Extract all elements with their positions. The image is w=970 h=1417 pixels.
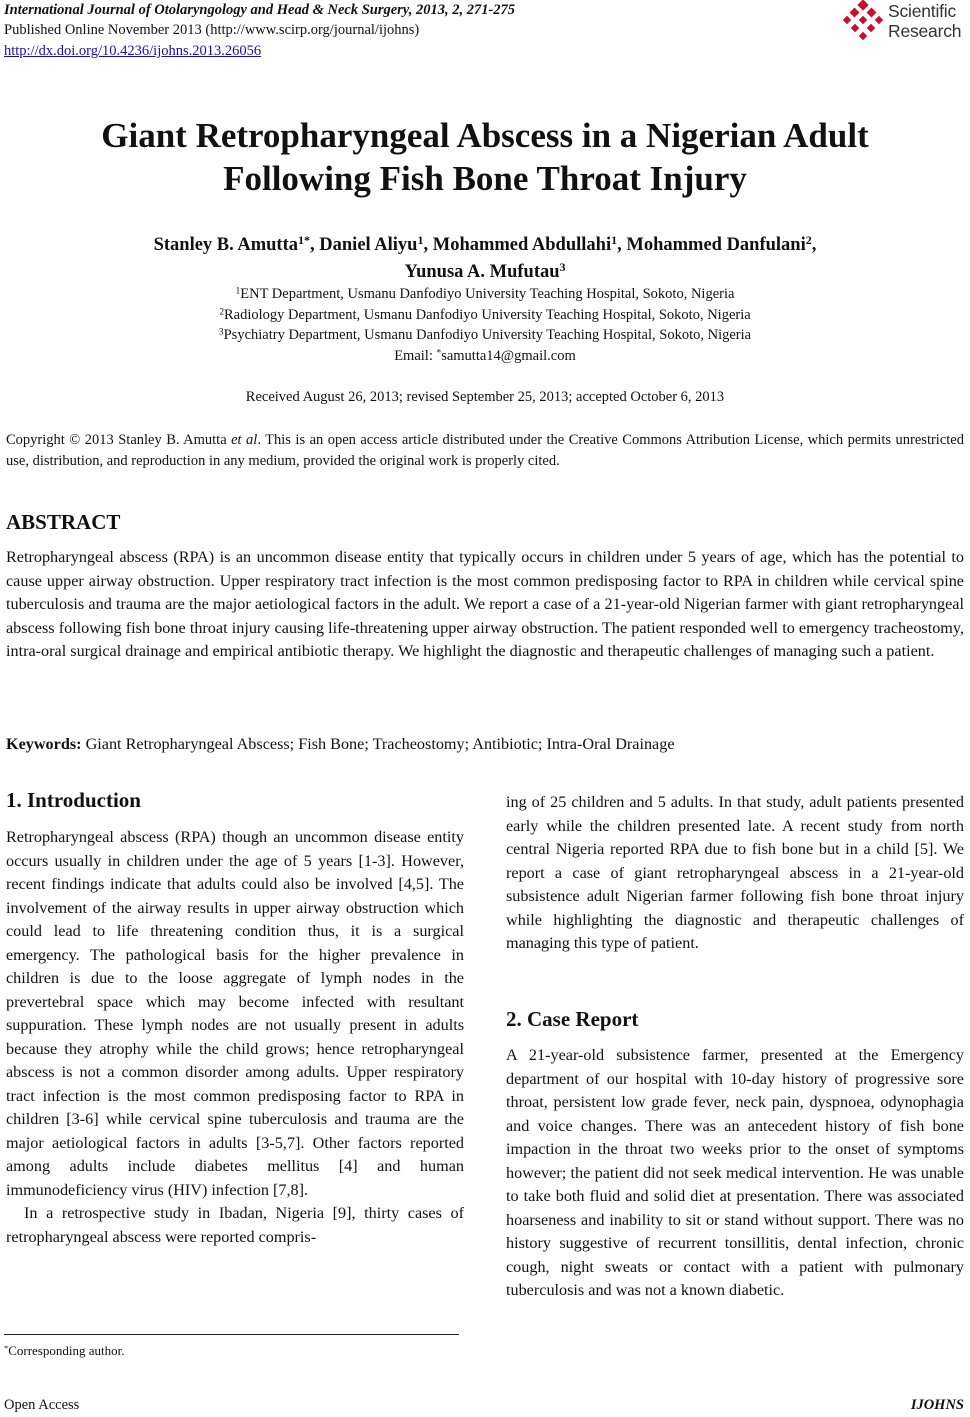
case-paragraph-1: A 21-year-old subsistence farmer, presented at the Emergency department of our hospital with 10-day history of progressive sore throat, persistent low grade fever, neck pain, dyspnoea, odynophagia and voice changes. There was an antecedent history of fish bone impaction in the throat two weeks prior to the onset of symptoms however; the patient did not seek medical intervention. He was unable to take both fluid and solid diet at presentation. There was associated hoarseness and inability to sit or stand without support. There was no history suggestive of recurrent tonsillitis, dental infection, chronic cough, night sweats or contact with a patient with pulmonary tuberculosis and was not a known diabetic. xyxy=(506,1046,964,1299)
author-affil-sup: 2 xyxy=(805,233,812,247)
logo-line-1: Scientific xyxy=(888,1,957,21)
right-column-bottom xyxy=(506,1044,964,1303)
keywords xyxy=(6,733,964,757)
keywords-label: Keywords: xyxy=(6,735,82,753)
title-line-1: Giant Retropharyngeal Abscess in a Nigerian Adult xyxy=(101,116,869,155)
footnote-divider xyxy=(4,1334,459,1335)
received-dates: Received August 26, 2013; revised September 25, 2013; accepted October 6, 2013 xyxy=(245,389,725,405)
logo-text xyxy=(888,1,961,41)
footer-open-access: Open Access xyxy=(4,1397,80,1413)
section-heading-introduction: 1. Introduction xyxy=(6,788,141,812)
title-line-2: Following Fish Bone Throat Injury xyxy=(223,159,747,198)
abstract-body: Retropharyngeal abscess (RPA) is an uncommon disease entity that typically occurs in children under 5 years of age, which has the potential to cause upper airway obstruction. Upper respiratory tract infection is the most common predisposing factor to RPA in children while cervical spine tuberculosis and trauma are the major aetiological factors in the adult. We report a case of a 21-year-old Nigerian farmer with giant retropharyngeal abscess following fish bone throat injury causing life-threatening upper airway obstruction. The patient responded well to emergency tracheostomy, intra-oral surgical drainage and empirical antibiotic therapy. We highlight the diagnostic and therapeutic challenges of managing such a patient. xyxy=(6,548,964,660)
email-line: Email: *samutta14@gmail.com xyxy=(394,347,576,364)
email-address[interactable]: samutta14@gmail.com xyxy=(441,347,576,364)
intro-paragraph-2-continued: ing of 25 children and 5 adults. In that study, adult patients presented early while the children presented late. A recent study from north central Nigeria reported RPA due to fish bone but in a child [5]. We report a case of giant retropharyngeal abscess in a 21-year-old subsistence adult Nigerian farmer following fish bone throat injury while highlighting the diagnostic and therapeutic challenges of managing this type of patient. xyxy=(506,793,964,952)
logo-line-2: Research xyxy=(888,21,962,41)
footer-journal-abbrev: IJOHNS xyxy=(910,1397,964,1413)
right-column-top xyxy=(506,791,964,956)
journal-info: International Journal of Otolaryngology and Head & Neck Surgery, 2013, 2, 271-275 xyxy=(4,2,516,18)
doi-link[interactable]: http://dx.doi.org/10.4236/ijohns.2013.26056 xyxy=(4,43,262,59)
section-heading-case-report: 2. Case Report xyxy=(506,1007,639,1031)
author-list: Stanley B. Amutta$^{1*}$, Daniel Aliyu$^1$, Mohammed Abdullahi$^1$, Mohammed Danfulani$^2$, Yunusa A. Mufutau$^3$ xyxy=(153,233,817,282)
copyright-notice: Copyright © 2013 Stanley B. Amutta et al. This is an open access article distributed under the Creative Commons Attribution License, which permits unrestricted use, distribution, and reproduction in any medium, provided the original work is properly cited. xyxy=(6,432,964,469)
author-affil-sup: 1 xyxy=(417,233,424,247)
intro-paragraph-1: Retropharyngeal abscess (RPA) though an uncommon disease entity occurs usually in children under the age of 5 years [1-3]. However, recent findings indicate that adults could also be involved [4,5]. The involvement of the airway results in upper airway obstruction which could lead to life threatening condition thus, it is a surgical emergency. The pathological basis for the higher prevalence in children is due to the loose aggregate of lymph nodes in the prevertebral space which may become infected with resultant suppuration. These lymph nodes are not usually present in adults because they atrophy while the child grows; hence retropharyngeal abscess is not a common disorder among adults. Upper respiratory tract infection is the most common predisposing factor to RPA in children [3-6] while cervical spine tuberculosis and trauma are the major aetiological factors in adults [3-5,7]. Other factors reported among adults include diabetes mellitus [4] and human immunodeficiency virus (HIV) infection [7,8]. xyxy=(6,828,464,1199)
author-name: Yunusa A. Mufutau xyxy=(404,262,560,282)
author-affil-sup: 1 xyxy=(611,233,618,247)
keywords-text: Giant Retropharyngeal Abscess; Fish Bone; Tracheostomy; Antibiotic; Intra-Oral Drainage xyxy=(81,735,675,753)
affiliation-3: $^3$Psychiatry Department, Usmanu Danfodiyo University Teaching Hospital, Sokoto, Nigeria xyxy=(218,327,752,343)
author-affil-sup: 3 xyxy=(559,260,566,274)
published-online: Published Online November 2013 (http://www.scirp.org/journal/ijohns) xyxy=(4,22,420,38)
logo-mark-icon xyxy=(842,0,884,42)
author-affil-sup: 1* xyxy=(298,233,311,247)
affiliation-1: $^1$ENT Department, Usmanu Danfodiyo University Teaching Hospital, Sokoto, Nigeria xyxy=(235,286,735,302)
author-name: Stanley B. Amutta xyxy=(153,235,299,255)
author-name: Mohammed Abdullahi xyxy=(432,235,612,255)
footnote: *Corresponding author. xyxy=(4,1342,125,1358)
scientific-research-logo xyxy=(842,0,964,44)
author-name: Mohammed Danfulani xyxy=(626,235,806,255)
paper-title xyxy=(0,114,970,200)
affiliation-2: $^2$Radiology Department, Usmanu Danfodiyo University Teaching Hospital, Sokoto, Nigeria xyxy=(219,306,751,323)
abstract-heading: ABSTRACT xyxy=(6,510,121,534)
affiliations xyxy=(0,284,970,366)
intro-paragraph-2: In a retrospective study in Ibadan, Nigeria [9], thirty cases of retropharyngeal abscess were reported compris- xyxy=(6,1204,464,1246)
author-name: Daniel Aliyu xyxy=(319,235,418,255)
left-column xyxy=(6,826,464,1249)
